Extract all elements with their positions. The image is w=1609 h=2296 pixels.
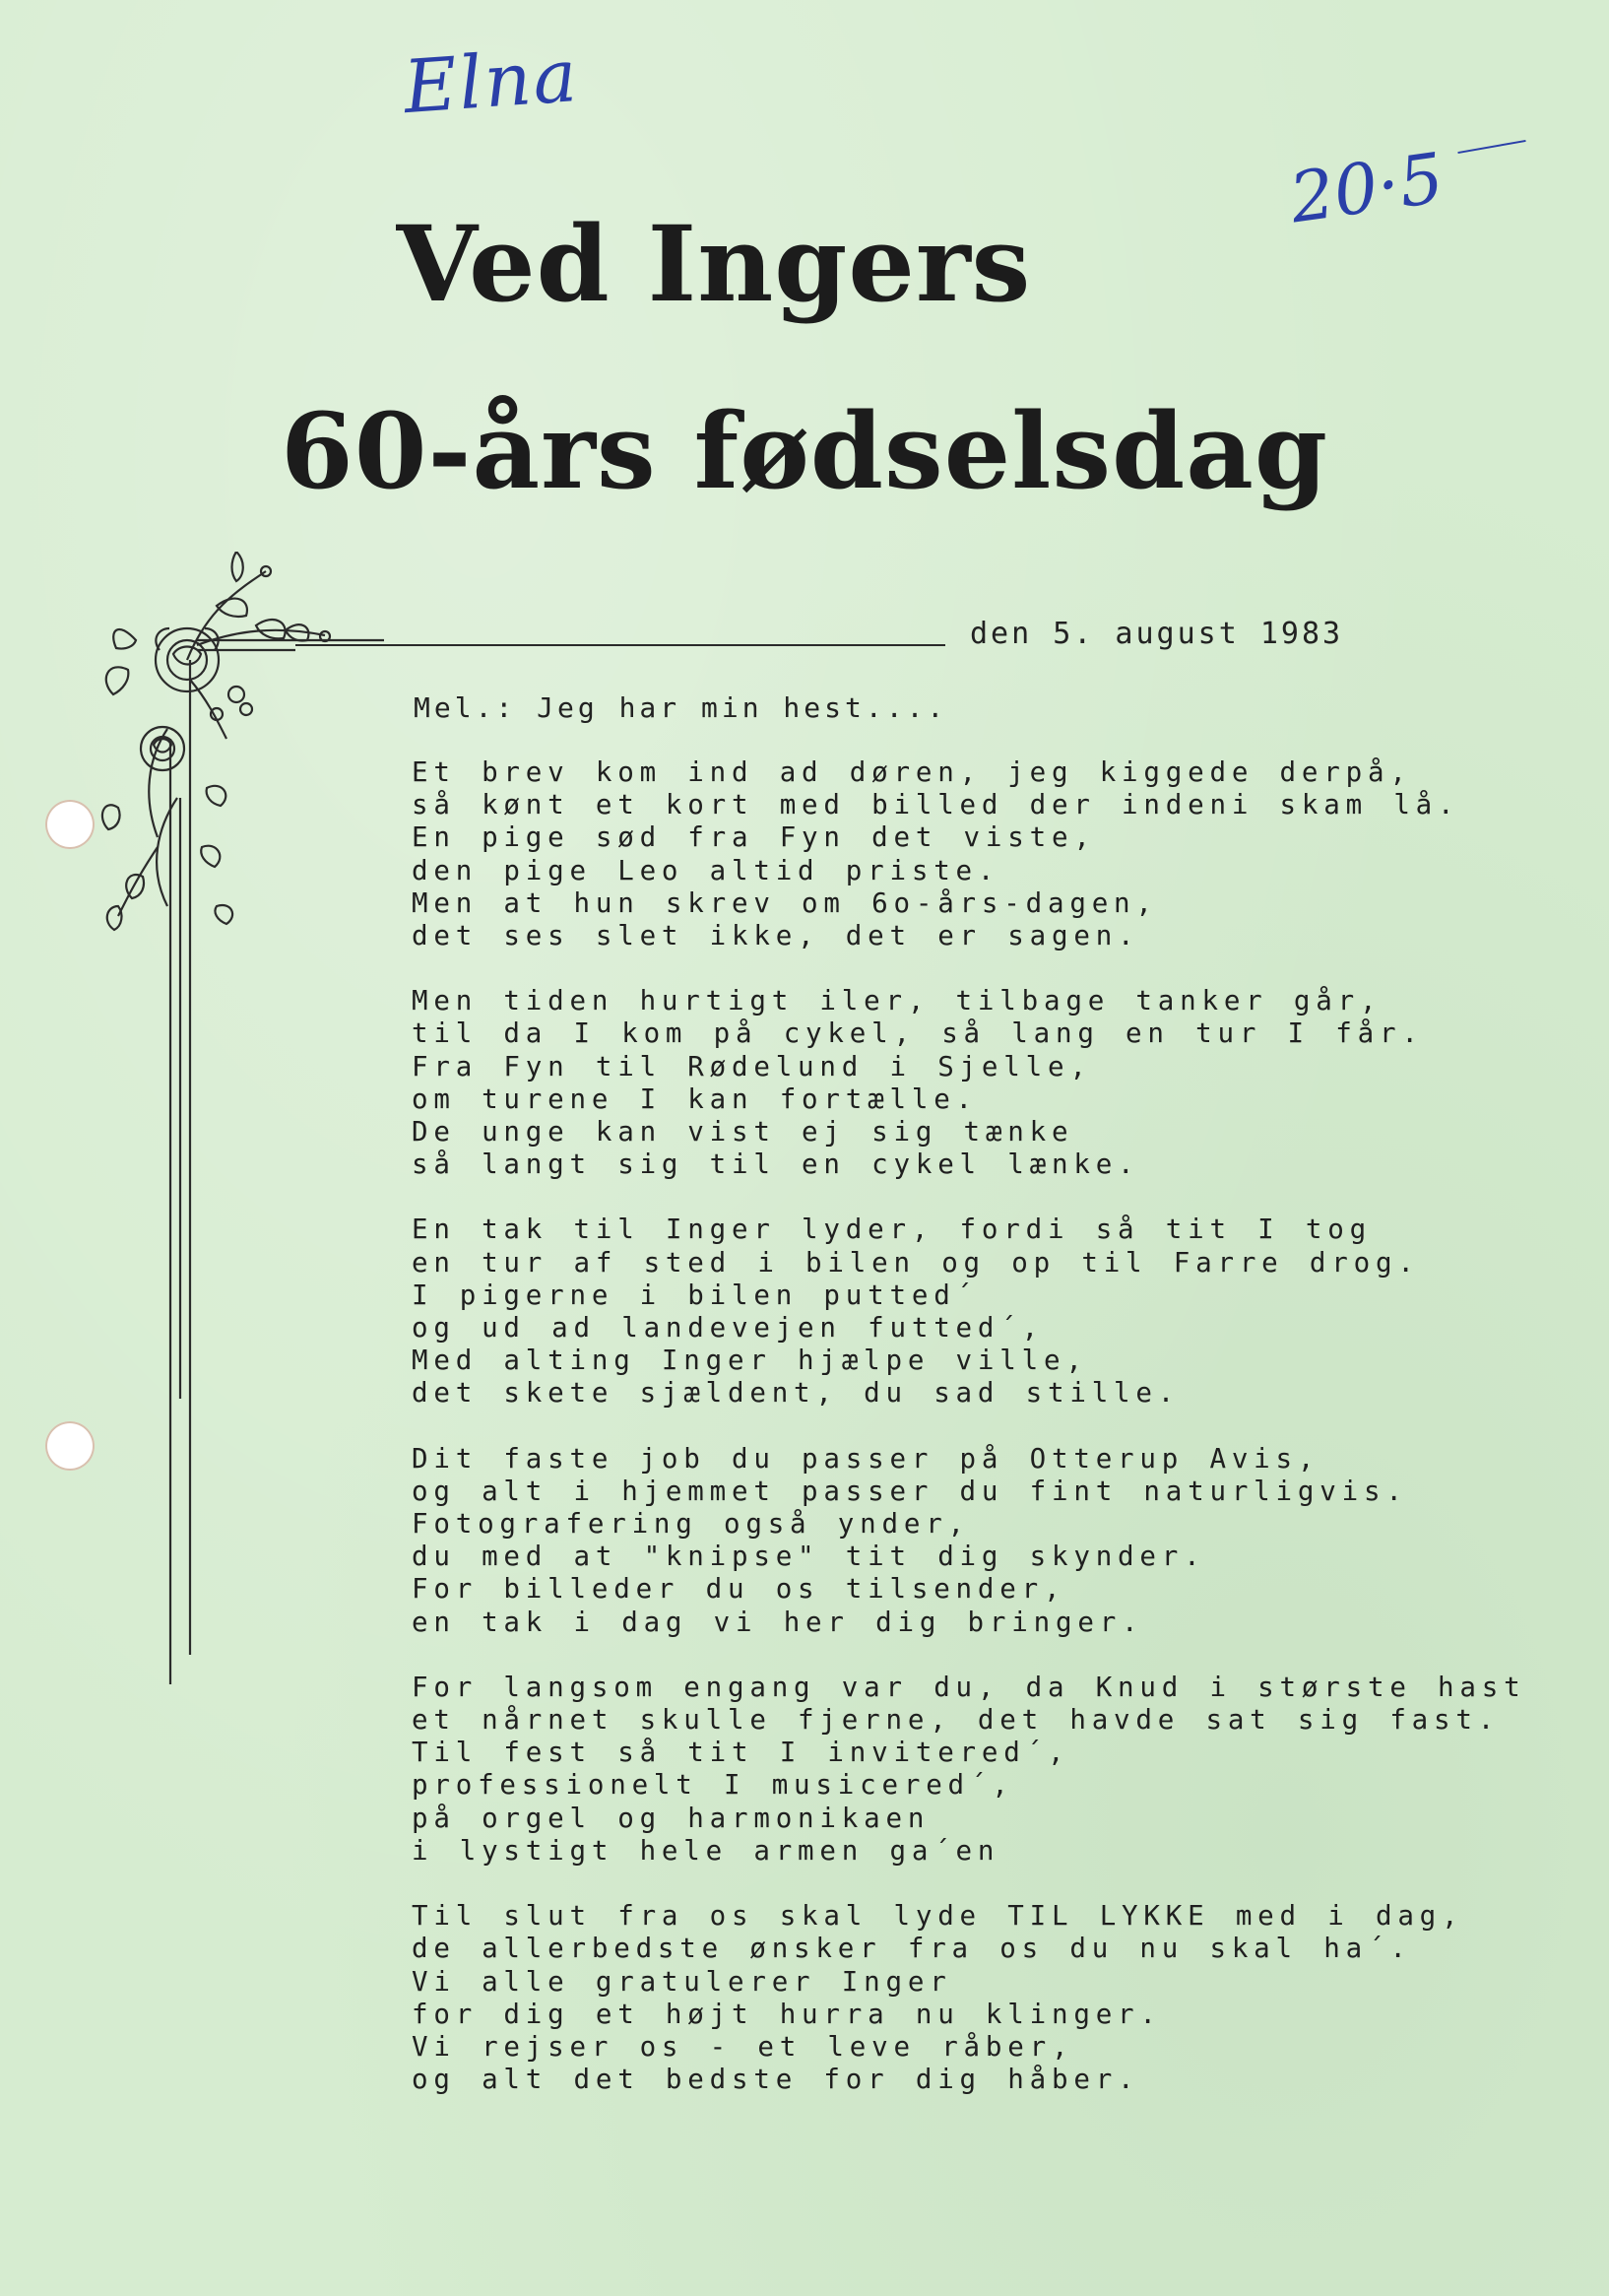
floral-corner-ornament xyxy=(89,552,384,1704)
poem-line: et nårnet skulle fjerne, det havde sat sig fast. xyxy=(412,1704,1501,1737)
title-line-1: Ved Ingers xyxy=(396,202,1032,325)
poem-line: Vi rejser os - et leve råber, xyxy=(412,2030,1074,2063)
poem-line: I pigerne i bilen putted´ xyxy=(412,1279,978,1311)
poem-line: i lystigt hele armen ga´en xyxy=(412,1834,1000,1867)
date: den 5. august 1983 xyxy=(970,617,1344,651)
poem-line: Til fest så tit I invitered´, xyxy=(412,1737,1070,1769)
stanza xyxy=(412,985,1525,1181)
melody-note: Mel.: Jeg har min hest.... xyxy=(414,691,948,724)
poem-line: du med at "knipse" tit dig skynder. xyxy=(412,1541,1206,1573)
poem-line: på orgel og harmonikaen xyxy=(412,1802,931,1834)
poem-line: Fra Fyn til Rødelund i Sjelle, xyxy=(412,1050,1092,1082)
poem-line: Men tiden hurtigt iler, tilbage tanker går, xyxy=(412,985,1383,1017)
poem-line: For langsom engang var du, da Knud i største hast xyxy=(412,1671,1526,1703)
poem-line: for dig et højt hurra nu klinger. xyxy=(412,1998,1162,2030)
poem-line: For billeder du os tilsender, xyxy=(412,1573,1066,1606)
poem-line: og ud ad landevejen futted´, xyxy=(412,1312,1044,1345)
poem-line: de allerbedste ønsker fra os du nu skal ha´. xyxy=(412,1933,1412,1965)
poem-line: så kønt et kort med billed der indeni skam lå. xyxy=(412,789,1460,821)
handwritten-stroke xyxy=(1457,140,1525,154)
handwritten-number: 20·5 xyxy=(1285,137,1448,239)
poem-line: De unge kan vist ej sig tænke xyxy=(412,1116,1074,1148)
poem-line: det ses slet ikke, det er sagen. xyxy=(412,920,1140,952)
poem-line: Dit faste job du passer på Otterup Avis, xyxy=(412,1442,1320,1475)
poem-line: og alt i hjemmet passer du fint naturligvis. xyxy=(412,1475,1408,1507)
poem-line: så langt sig til en cykel lænke. xyxy=(412,1148,1140,1181)
stanza xyxy=(412,1900,1525,2096)
poem-line: en tak i dag vi her dig bringer. xyxy=(412,1606,1144,1638)
poem-line: til da I kom på cykel, så lang en tur I får. xyxy=(412,1017,1424,1050)
stanza xyxy=(412,756,1525,952)
handwritten-name: Elna xyxy=(401,33,582,131)
punch-hole xyxy=(45,1421,95,1471)
stanza xyxy=(412,1443,1525,1639)
poem-line: Fotografering også ynder, xyxy=(412,1508,970,1541)
punch-hole xyxy=(45,800,95,849)
poem-line: En tak til Inger lyder, fordi så tit I tog xyxy=(412,1214,1372,1246)
poem-line: Vi alle gratulerer Inger xyxy=(412,1965,952,1998)
poem-line: en tur af sted i bilen og op til Farre drog. xyxy=(412,1246,1420,1279)
poem-line: det skete sjældent, du sad stille. xyxy=(412,1377,1181,1410)
poem-line: professionelt I musicered´, xyxy=(412,1769,1014,1802)
poem-line: Til slut fra os skal lyde TIL LYKKE med i dag, xyxy=(412,1900,1464,1933)
stanza xyxy=(412,1214,1525,1410)
poem-line: Med alting Inger hjælpe ville, xyxy=(412,1345,1088,1377)
poem-line: En pige sød fra Fyn det viste, xyxy=(412,821,1096,854)
poem-line: og alt det bedste for dig håber. xyxy=(412,2064,1140,2096)
poem-line: Men at hun skrev om 6o-års-dagen, xyxy=(412,886,1158,919)
poem-line: den pige Leo altid priste. xyxy=(412,854,1000,886)
poem-line: Et brev kom ind ad døren, jeg kiggede derpå, xyxy=(412,756,1412,788)
poem-line: om turene I kan fortælle. xyxy=(412,1082,978,1115)
date-rule xyxy=(295,644,945,646)
stanza xyxy=(412,1672,1525,1868)
title-line-2: 60-års fødselsdag xyxy=(280,389,1328,512)
poem xyxy=(412,756,1525,2129)
